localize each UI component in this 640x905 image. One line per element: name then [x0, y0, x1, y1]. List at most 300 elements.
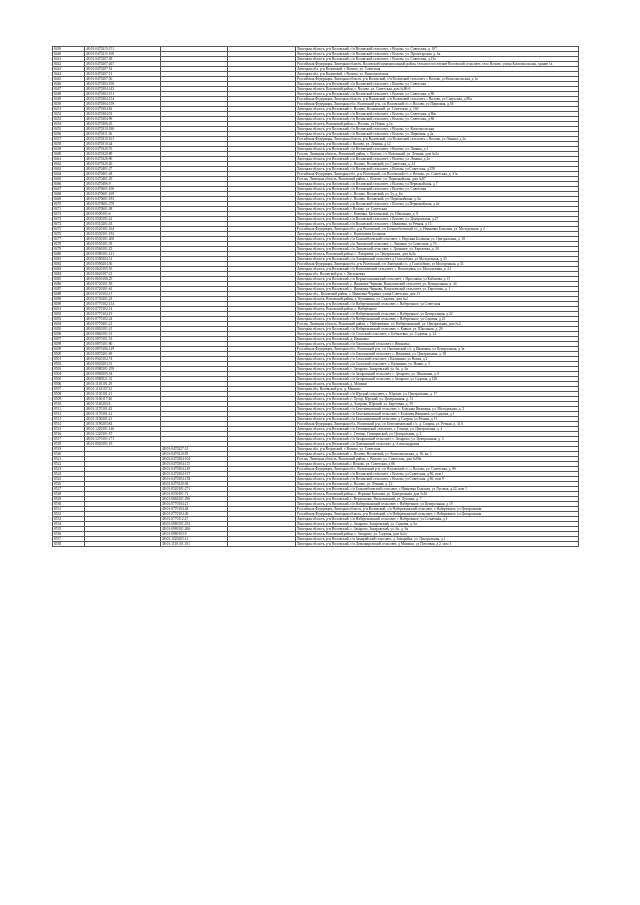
cadastral-number: 48:01:0770102:14: [85, 307, 161, 312]
address-cell: Липецкая область, р-н Воловский, с/п Воловский сельсовет, с Волово, ул. Ленина, д 2а: [296, 157, 579, 162]
row-number: 8484: [53, 272, 85, 277]
cadastral-number: 48:01:0650106:25: [85, 277, 161, 282]
row-number: 8450: [53, 102, 85, 107]
cadastral-number: 48:01:0770102:154: [85, 302, 161, 307]
row-number: 8506: [53, 382, 85, 387]
address-cell: Липецкая область, р-н Воловский, с/п Юрский сельсовет, с. Юрское, ул. Центральная, д. 17: [296, 392, 579, 397]
address-cell: Липецкая область, р-н Воловский, с. Волово, Воловский, ул. Комсомольская, д. 16, кв. 1: [296, 452, 579, 457]
cadastral-number: 48:01:0470320:26: [85, 162, 161, 167]
row-number: 8534: [53, 522, 85, 527]
linked-cadastral-number: 48:01:0470210:85: [161, 452, 228, 457]
linked-cadastral-number: 48:01:0520101:271: [161, 487, 228, 492]
row-number: 8496: [53, 332, 85, 337]
cadastral-number: 48:01:0530101:200: [85, 237, 161, 242]
address-cell: Липецкая область, р-н Воловский, с/п Воловский сельсовет, с Волово, ул. Первомая, д 2а: [296, 132, 579, 137]
cadastral-number: 48:01:1110101:29: [85, 382, 161, 387]
row-number: 8499: [53, 347, 85, 352]
cadastral-number: 48:01:0470310:44: [85, 142, 161, 147]
cadastral-number: 48:01:0470320:76: [85, 147, 161, 152]
address-cell: Липецкая область, р-н Воловский, с/п Большебоевский сельсовет, с Ивановка Большая, ул Луговая, д 22, пом 1: [296, 487, 579, 492]
cadastral-number: 48:01:1170201:12: [85, 412, 161, 417]
row-number: 8480: [53, 252, 85, 257]
cadastral-number: 48:01:0470215:151: [85, 47, 161, 52]
linked-cadastral-number: 48:01:0770104:21: [161, 502, 228, 507]
cadastral-number: 48:01:1190201:21: [85, 417, 161, 422]
row-number: 8513: [53, 417, 85, 422]
cadastral-number: 48:01:0470207:267: [85, 62, 161, 67]
row-number: 8456: [53, 132, 85, 137]
cadastral-number: 48:01:0470601:183: [85, 197, 161, 202]
cadastral-number: 48:01:0590204:36: [85, 262, 161, 267]
cadastral-number: 48:01:1220101:67: [85, 432, 161, 437]
address-cell: Липецкая область, р-н Воловский, с/п Воловский сельсовет, с Волово, ул. Ленина, д 2: [296, 147, 579, 152]
row-number: 8519: [53, 447, 85, 452]
row-number: 8455: [53, 127, 85, 132]
address-cell: Липецкая область, р-н Воловский, с. Ивановка-Чернава, Васильевский сельсовет, ул. Центральная, д. 44: [296, 282, 579, 287]
row-number: 8485: [53, 277, 85, 282]
row-number: 8463: [53, 167, 85, 172]
cadastral-number: 48:01:0860101:51: [85, 332, 161, 337]
row-number: 8476: [53, 232, 85, 237]
address-cell: Липецкая обл, Воловский р-н, д. Машино: [296, 387, 579, 392]
cadastral-number: 48:01:1110107:32: [85, 387, 161, 392]
row-number: 8502: [53, 362, 85, 367]
cadastral-number: 48:01:0920101:19: [85, 442, 161, 447]
row-number: 8452: [53, 112, 85, 117]
address-cell: Липецкая область, Воловский район, с. Набережное: [296, 307, 579, 312]
address-cell: Липецкая область, р-н Воловский, с/п Васильевский сельсовет, с. Васильевка, ул. Молодежная, д. 22: [296, 267, 579, 272]
cadastral-number: 48:01:0470601:38: [85, 207, 161, 212]
address-cell: Липецкая область, р-н Воловский, с. Захарово, Захаровский, ул. 6о, д. 6а: [296, 527, 579, 532]
cadastral-number: 48:01:0470306:45: [85, 122, 161, 127]
address-cell: Российская Федерация, Липецкая область, р-н Воловский, с/п Набережанский сельсовет, с Набережное, ул Центральная: [296, 507, 579, 512]
row-number: 8481: [53, 257, 85, 262]
row-number: 8448: [53, 92, 85, 97]
address-cell: Липецкая область, р-н Воловский, с/п Набережанский сельсовет, с Набережное, ул Советская: [296, 302, 579, 307]
row-number: 8471: [53, 207, 85, 212]
cadastral-number: 48:01:0470401:29: [85, 177, 161, 182]
cadastral-number: 48:01:0470304:100: [85, 82, 161, 87]
address-cell: Липецкая область, р-н Воловский, с/п Воловский сельсовет, с Волово, ул. Советская: [296, 82, 579, 87]
address-cell: Липецкая область, р-н Воловский, с. Захарово, Захаровский, ул. 6о, д. 6а: [296, 367, 579, 372]
address-cell: Липецкая область, р-н Воловский, с/п Воловский сельсовет, с Волово, ул. Советская, д.13а: [296, 57, 579, 62]
address-cell: Липецкая область, р-н Воловский, с/п Воловский сельсовет, с Волово, ул. Советская, д 86: [296, 117, 579, 122]
row-number: 8440: [53, 52, 85, 57]
row-number: 8507: [53, 387, 85, 392]
row-number: 8489: [53, 297, 85, 302]
address-cell: Россия, Липецкая область, Воловский район, с. Набережное, с/с Набережанский, ул. Центральная, дом №2: [296, 322, 579, 327]
address-cell: Россия, Липецкая область, Воловский район, с. Волово, с/с Воловский, ул. Ленина, дом №2а: [296, 152, 579, 157]
row-number: 8530: [53, 502, 85, 507]
row-number: 8516: [53, 432, 85, 437]
cadastral-number: 48:01:0470207:48: [85, 57, 161, 62]
cadastral-number: 48:01:0470601:169: [85, 192, 161, 197]
cadastral-number: 48:01:0580101:121: [85, 252, 161, 257]
row-number: 8525: [53, 477, 85, 482]
row-number: 8451: [53, 107, 85, 112]
row-number: 8521: [53, 457, 85, 462]
address-cell: Липецкая область, р-н Воловский, с. Ивановка-Чернава, Васильевский сельсовет, ул. Березовая, д. 1: [296, 287, 579, 292]
address-cell: Липецкая область, р-н Воловский, с/п Хмелинский сельсовет, д. Александровка: [296, 442, 579, 447]
address-cell: Липецкая область, р-н Воловский, с. Волово, Волковский, ул. Советская, д. 160: [296, 107, 579, 112]
address-cell: Липецкая область, р-н Воловский, с. Гатище, Гатищенский, ул. Центральная, д. 2: [296, 432, 579, 437]
row-number: 8464: [53, 172, 85, 177]
address-cell: Липецкая область, р-н Воловский, с Волово, ул. Ленина, д 12: [296, 142, 579, 147]
row-number: 8460: [53, 152, 85, 157]
row-number: 8477: [53, 237, 85, 242]
address-cell: Липецкая область, р-н Воловский, с/п Воловский сельсовет, с Волово, ул Первомайская, д 7: [296, 182, 579, 187]
cadastral-number: 48:01:0770102:24: [85, 317, 161, 322]
address-cell: Российская Федерация, Липецкая область, Воловский муниципальный район, сельское поселение Воловский сельсовет, село Волово, улица Комсомольская, здание 1а: [296, 62, 579, 67]
address-cell: Россия, Липецкая область, Воловский район, с. Волово, ул. Первомайская, дом №87: [296, 177, 579, 182]
linked-cadastral-number: 48:01:0470304:158: [161, 477, 228, 482]
cadastral-number: 48:01:0520101:164: [85, 227, 161, 232]
address-cell: Липецкая область, р-н Воловский, с/п Спасский сельсовет, с. Бобылевка, ул. Садовая, д. 22: [296, 332, 579, 337]
cadastral-number: 48:01:0470310:161: [85, 137, 161, 142]
address-cell: Липецкая область, р-н Воловский, с. Верхопольe, Васильевский, ул. Луговая, д. 7: [296, 497, 579, 502]
linked-cadastral-number: 48:01:1110101:101: [161, 542, 228, 547]
address-cell: Российская Федерация, Липецкая область, р-н Воловский, с/п Набережанский сельсовет, с Набережное, ул Центральная: [296, 512, 579, 517]
address-cell: Липецкая обл, р-н Воловский, с Волово, ул. Комсомольская: [296, 72, 579, 77]
row-number: 8529: [53, 497, 85, 502]
cadastral-number: 48:01:0870106:129: [85, 347, 161, 352]
address-cell: Липецкая область, р-н Воловский, с/п Замарайский сельсовет, д. Замарайка, ул. Центральная, д.1: [296, 537, 579, 542]
row-number: 8533: [53, 517, 85, 522]
cadastral-number: 48:01:0580304:31: [85, 257, 161, 262]
address-cell: Липецкая область, р-н Воловский, с. Хутор, Юрский, ул. Центральная, д. 31: [296, 397, 579, 402]
address-cell: Липецкая обл., Воловский район, с. Ивановка-Чернава, улица Советская, дом 13: [296, 292, 579, 297]
cadastral-number: 48:01:0470601:100: [85, 187, 161, 192]
row-number: 8508: [53, 392, 85, 397]
address-cell: Липецкая область, р-н Воловский, с Волово, ул. Советская: [296, 207, 579, 212]
address-cell: Липецкая область, р-н Воловский, с/п Воловский сельсовет, с Волово, ул. Центральная, д 27: [296, 217, 579, 222]
linked-cadastral-number: 48:01:0980103:9: [161, 532, 228, 537]
cadastral-number: 48:01:0470601:278: [85, 202, 161, 207]
linked-cadastral-number: 48:01:0770104:49: [161, 512, 228, 517]
row-number: 8514: [53, 422, 85, 427]
row-number: 8522: [53, 462, 85, 467]
address-cell: Липецкая обл, Воловский р-н, с. Васильевка: [296, 272, 579, 277]
address-cell: Липецкая область, р-н Воловский, с/п Набережанский сельсовет, с Набережное, ул Садовая, д 25: [296, 317, 579, 322]
address-cell: Липецкая область, р-н Воловский, с/п Набережанский сельсовет, с Набережное, ул Центральная, д 22: [296, 312, 579, 317]
linked-cadastral-number: 48:01:0470304:104: [161, 457, 228, 462]
cadastral-number: 48:01:0980521:31: [85, 377, 161, 382]
row-number: 8468: [53, 192, 85, 197]
cadastral-number: 48:01:0470215:100: [85, 52, 161, 57]
address-cell: Липецкая область, р-н Воловский, с. Волово, Воловский, ул. Первомайская, д. 6а: [296, 197, 579, 202]
address-cell: Липецкая область, Воловский район, с. Лазаревка, ул. Центральная, дом №3а: [296, 252, 579, 257]
address-cell: Российская Федерация, Липецкая обл., Воловский р-н, с/п Бехелменовский с/с, д. Сапрон, ул. Речная, д. 31А: [296, 422, 579, 427]
row-number: 8537: [53, 537, 85, 542]
row-number: 8510: [53, 402, 85, 407]
address-cell: Липецкая область, р-н Воловский, с/п Набережанский сельсовет, с. Кавказ, ул. Школьная, д. 26: [296, 327, 579, 332]
row-number: 8497: [53, 337, 85, 342]
row-number: 8491: [53, 307, 85, 312]
row-number: 8504: [53, 372, 85, 377]
address-cell: Российская Федерация, Липецкая обл., р-н Воловский, с/п Большебоевский с/с, д. Ивановка Большая, ул. Молодежная, д 2: [296, 227, 579, 232]
row-number: 8453: [53, 117, 85, 122]
address-cell: Липецкая область, р-н Воловский, с. Каменка, Баталинский, ул. Школьная, д. 9: [296, 212, 579, 217]
address-cell: Липецкая область, р-н Воловский, с/п Липовский сельсовет, с. Липовка, ул Советская, д 76: [296, 242, 579, 247]
address-cell: Российская Федерация, Липецкая обл., Воловский р-н, с/п Воловский с/с, с Волово, ул. Советская, д. 86: [296, 467, 579, 472]
registry-table: [52, 46, 579, 547]
linked-cadastral-number: 48:01:0470304:115: [161, 462, 228, 467]
row-number: 8532: [53, 512, 85, 517]
address-cell: Липецкая область, р-н Воловский, с. Волово, Воловский, ул. 5у, д. 6а: [296, 192, 579, 197]
address-cell: Липецкая область, р-н Воловский, с/п Верхнеольшанский сельсовет, с Ярославка, ул Кабанова, д 15: [296, 277, 579, 282]
row-number: 8442: [53, 62, 85, 67]
row-number: 8443: [53, 67, 85, 72]
cadastral-number: 48:01:0620105:55: [85, 267, 161, 272]
cadastral-number: 48:01:0470311:36: [85, 132, 161, 137]
cadastral-number: 48:01:0500101:6: [85, 212, 161, 217]
cadastral-number: 48:01:0980101:259: [85, 367, 161, 372]
address-cell: Российская Федерация, Липецкая область, р-н Воловский, с/п Воловский сельсовет, с Волово, ул Советская, д 80а: [296, 97, 579, 102]
address-cell: Липецкая область, р-н Воловский, с. Волово, ул. Ленина, д. 12: [296, 482, 579, 487]
address-cell: Липецкая область, р-н Воловский, с/п Воловский сельсовет, с Волово, ул. Пролетарская, д. 6а: [296, 52, 579, 57]
row-number: 8469: [53, 197, 85, 202]
address-cell: Липецкая область, р-н Воловский, с/п Набережанский сельсовет, с Набережное, ул Солнечная, д 1: [296, 517, 579, 522]
cadastral-number: 48:01:0530101:192: [85, 232, 161, 237]
row-number: 8473: [53, 217, 85, 222]
address-cell: Липецкая область, Воловский район, с. Захарово, ул. Садовая, дом №2а: [296, 532, 579, 537]
linked-cadastral-number: 48:01:0660101:296: [161, 497, 228, 502]
row-number: 8524: [53, 472, 85, 477]
row-number: 8515: [53, 427, 85, 432]
row-number: 8500: [53, 352, 85, 357]
row-number: 8518: [53, 442, 85, 447]
linked-cadastral-number: 48:01:0980101:252: [161, 522, 228, 527]
address-cell: Липецкая область, р-н Воловский, с. Захарово, Захаровский, ул. Садовая, д. 6а: [296, 522, 579, 527]
row-number: 8511: [53, 407, 85, 412]
cadastral-number: 48:01:0920203:51: [85, 362, 161, 367]
linked-cadastral-number: 48:01:0770104:48: [161, 507, 228, 512]
row-number: 8454: [53, 122, 85, 127]
address-cell: Российская Федерация, Липецкая область, р-н Воловский, с/п Воловский сельсовет, с Волово, ул Комсомольская, д 1а: [296, 77, 579, 82]
address-cell: Россия, Липецкая область, Воловский район, с. Волово, ул. Советская, дом №80а: [296, 457, 579, 462]
linked-cadastral-number: 48:01:0470304:149: [161, 467, 228, 472]
cadastral-number: 48:01:0470401:28: [85, 172, 161, 177]
cadastral-number: 48:01:1150101:21: [85, 392, 161, 397]
cadastral-number: 48:01:0560101:25: [85, 247, 161, 252]
cadastral-number: 48:01:1190203:84: [85, 422, 161, 427]
linked-cadastral-number: 48:01:1020205:12: [161, 537, 228, 542]
row-number: 8458: [53, 142, 85, 147]
row-number: 8517: [53, 437, 85, 442]
cadastral-number: 48:01:0470401:27: [85, 167, 161, 172]
row-number: 8501: [53, 357, 85, 362]
row-number: 8505: [53, 377, 85, 382]
cadastral-number: [85, 542, 161, 547]
address-cell: Липецкая область, р-н Воловский, с/п Бехелменовский сельсовет, д Сапрон, ул Речная, д 31: [296, 417, 579, 422]
linked-cadastral-number: 48:01:0470227:51: [161, 447, 228, 452]
row-number: 8495: [53, 327, 85, 332]
cadastral-number: 48:01:0470304:154: [85, 97, 161, 102]
cadastral-number: 48:01:0920102:74: [85, 357, 161, 362]
row-number: 8467: [53, 187, 85, 192]
cadastral-number: 48:01:0770401:21: [85, 322, 161, 327]
row-number: 8488: [53, 292, 85, 297]
address-cell: Липецкая область, р-н Воловский, с/п Липовский сельсовет, с. Гремячее, ул. Березовая, д. 30: [296, 247, 579, 252]
linked-cadastral-number: 48:01:0530101:71: [161, 492, 228, 497]
address-cell: Липецкая область, р-н Воловский, с/п Воловский сельсовет, с Волово, ул. Советская, д. 107: [296, 47, 579, 52]
row-number: 8447: [53, 87, 85, 92]
address-cell: Липецкая область, р-н Воловский, д. Хитрово, Юрский, ул. Береговая, д. 39: [296, 402, 579, 407]
address-cell: Липецкая область, р-н Воловский, с/п Бехелменовский сельсовет, с. Большая Ивановка, ул. Молодежная, д. 2: [296, 407, 579, 412]
cadastral-number: 48:01:0470304:82: [85, 107, 161, 112]
row-number: 8479: [53, 247, 85, 252]
cadastral-number: 48:01:0980505:54: [85, 372, 161, 377]
row-number: 8441: [53, 57, 85, 62]
cadastral-number: 48:01:1160117:40: [85, 397, 161, 402]
address-cell: Липецкая область, р-н Воловский, с/п Спасский сельсовет, с. Калинино, ул. Новая, д. 5: [296, 362, 579, 367]
row-number: 8459: [53, 147, 85, 152]
row-number: 8498: [53, 342, 85, 347]
cadastral-number: 48:01:1170101:43: [85, 407, 161, 412]
address-cell: Липецкая область, р-н Воловский, с/п Лазаревский сельсовет, д Гололобово, ул Молодежная, д 33: [296, 257, 579, 262]
row-number: 8512: [53, 412, 85, 417]
cadastral-number: 48:01:0510201:43: [85, 222, 161, 227]
cadastral-number: 48:01:0730201:23: [85, 297, 161, 302]
address-cell: Российская Федерация, Липецкая обл., Воловский р-н, с/п Воловский с/с, с Волово, ул Первомая, д 58: [296, 102, 579, 107]
address-cell: Липецкая область, р-н Воловский, д. Машино: [296, 382, 579, 387]
row-number: 8439: [53, 47, 85, 52]
address-cell: Липецкая область, р-н Воловский, с/п Воловский сельсовет, с Волово, ул Советская, д 259: [296, 167, 579, 172]
cadastral-number: 48:01:0470304:143: [85, 87, 161, 92]
row-number: 8528: [53, 492, 85, 497]
cadastral-number: 48:01:0470304:151: [85, 92, 161, 97]
row-number: 8465: [53, 177, 85, 182]
table-row: [53, 542, 579, 547]
row-number: 8493: [53, 317, 85, 322]
cadastral-number: 48:01:0470207:51: [85, 72, 161, 77]
address-cell: Липецкая область, р-н Воловский, с. Волово, Воловский, ул. Советская, д. 24: [296, 162, 579, 167]
address-cell: Липецкая область, р-н Воловский, с/п Спасский сельсовет, с Калинино, ул Новая, д 2: [296, 357, 579, 362]
address-cell: Липецкая область, р-н Воловский, с Волово, ул. Советская, д 86: [296, 462, 579, 467]
cadastral-number: 48:01:0470406:9: [85, 182, 161, 187]
row-number: 8526: [53, 482, 85, 487]
cadastral-number: 48:01:0870101:53: [85, 337, 161, 342]
row-number: 8487: [53, 287, 85, 292]
cadastral-number: 48:01:0470304:159: [85, 102, 161, 107]
address-cell: Липецкая область, р-н Воловский, с. Васильевка Большая: [296, 232, 579, 237]
linked-cadastral-number: 48:01:0980101:266: [161, 527, 228, 532]
row-number: 8536: [53, 532, 85, 537]
row-number: 8462: [53, 162, 85, 167]
cadastral-number: 48:01:0470310:186: [85, 127, 161, 132]
linked-cadastral-number: 48:01:0470320:92: [161, 482, 228, 487]
extra-column: [228, 542, 296, 547]
address-cell: Липецкая область, р-н Воловский, с/п Воловский сельсовет, с Волово, ул. Комсомольская: [296, 127, 579, 132]
address-cell: Липецкая область, р-н Воловский, с/п Гатищенский сельсовет, с. Гатище, ул. Центральная, д. 4: [296, 427, 579, 432]
address-cell: Российская Федерация, Липецкая обл., Воловский р-н, с/п Ожогинский с/с, д Ивановка, ул Центральная, д 3а: [296, 347, 579, 352]
address-cell: Липецкая область, Воловский район, с. Волово, ул.Новая, д.1а: [296, 122, 579, 127]
row-number: 8446: [53, 82, 85, 87]
cadastral-number: 48:01:0620107:21: [85, 272, 161, 277]
row-number: 8482: [53, 262, 85, 267]
cadastral-number: 48:01:0770104:19: [85, 312, 161, 317]
row-number: 8445: [53, 77, 85, 82]
cadastral-number: 48:01:0470320:89: [85, 152, 161, 157]
row-number: 8503: [53, 367, 85, 372]
address-cell: Липецкая область, р-н Воловский, с/п Воловский сельсовет, с Волово, ул Советская, д 86, пом 9: [296, 477, 579, 482]
row-number: 8461: [53, 157, 85, 162]
address-cell: Липецкая область, р-н Воловский, с/п Ожогинский сельсовет, с Ивановка: [296, 342, 579, 347]
row-number: 8531: [53, 507, 85, 512]
cadastral-number: 48:01:0720101:59: [85, 282, 161, 287]
address-cell: Липецкая область, р-н Воловский, с/п Воловский сельсовет, с Волово, ул. Советская, д 86в: [296, 112, 579, 117]
row-number: 8523: [53, 467, 85, 472]
cadastral-number: 48:01:0470207:52: [85, 67, 161, 72]
row-number: 8538: [53, 542, 85, 547]
cadastral-number: 48:01:0470304:99: [85, 117, 161, 122]
row-number: 8470: [53, 202, 85, 207]
row-number: 8444: [53, 72, 85, 77]
registry-rows: [53, 47, 579, 547]
row-number: 8472: [53, 212, 85, 217]
cadastral-number: 48:01:1220101:146: [85, 427, 161, 432]
cadastral-number: 48:01:0720101:61: [85, 287, 161, 292]
row-number: 8474: [53, 222, 85, 227]
cadastral-number: 48:01:1160203:6: [85, 402, 161, 407]
linked-cadastral-number: 48:01:0470304:157: [161, 472, 228, 477]
address-cell: Российская Федерация, Липецкая обл., р-н Воловский, с/п Воловский с/с, с Волово, ул. Советская, д. 31а: [296, 172, 579, 177]
address-cell: Липецкая область, р-н Воловский, с/п Набережанский сельсовет, с Набережное, ул Центральная, д 19: [296, 502, 579, 507]
cadastral-number: 48:01:0870101:80: [85, 342, 161, 347]
cadastral-number: 48:01:0720102:13: [85, 292, 161, 297]
address-cell: Российская Федерация, Липецкая область, р-н Воловский, с/п Воловский сельсовет, с Волово, ул Ленина, д 2а: [296, 137, 579, 142]
address-cell: Липецкая область, р-н Воловский, с/п Захаровский сельсовет, с. Захарово, ул. Школьная, д. 8: [296, 372, 579, 377]
row-number: 8457: [53, 137, 85, 142]
row-number: 8449: [53, 97, 85, 102]
row-number: 8527: [53, 487, 85, 492]
row-number: 8475: [53, 227, 85, 232]
address-cell: Липецкая область, р-н Воловский, с/п Воловский сельсовет, с Волово, ул. Советская, д 80: [296, 92, 579, 97]
row-number: 8509: [53, 397, 85, 402]
cadastral-number: 48:01:0500101:41: [85, 217, 161, 222]
row-number: 8494: [53, 322, 85, 327]
address-cell: Липецкая область, р-н Воловский, с/п Захаровский сельсовет, с. Захарово, ул. Центральная, д. 3: [296, 437, 579, 442]
linked-cadastral-number: 48:01:0770112:27: [161, 517, 228, 522]
address-cell: Липецкая область, Воловский район, с. Верхняя Большая, ул. Центральная, дом №16: [296, 492, 579, 497]
address-cell: Липецкая область, р-н Воловский, с/п Ожогинский сельсовет, с. Ивановка, ул. Центральная, д. 38: [296, 352, 579, 357]
address-cell: Российская Федерация, Липецкая обл., р-н Воловский, с/п Липецкий с/с, д Гололобово, ул Молодежная, д 33: [296, 262, 579, 267]
address-cell: Липецкая область, р-н Воловский, д. Ивановка: [296, 337, 579, 342]
address-cell: Липецкая область, Воловский район, д. Кузьминка, ул. Садовая, дом №2: [296, 297, 579, 302]
row-number: 8486: [53, 282, 85, 287]
address-cell: Липецкая область, Воловский район, с. Волово, ул. Советская, дом №86-б: [296, 87, 579, 92]
row-number: 8466: [53, 182, 85, 187]
row-number: 8490: [53, 302, 85, 307]
cadastral-number: 48:01:0470320:90: [85, 157, 161, 162]
row-number: 8492: [53, 312, 85, 317]
cadastral-number: 48:01:0870201:69: [85, 352, 161, 357]
address-cell: Липецкая область, р-н Воловский, с/п Воловский сельсовет, с Ивановка, ул Речная, д 15: [296, 222, 579, 227]
address-cell: Липецкая область, р-н Воловский, с/п Воловский сельсовет, с Волово, ул. Советская: [296, 187, 579, 192]
address-cell: Липецкая обл, р-н Воловский, с Волово, ул. Советская: [296, 67, 579, 72]
address-cell: Липецкая область, р-н Воловский, с/п Большебоевский сельсовет, с. Верхняя Большая, ул. Центральная, д. 18: [296, 237, 579, 242]
row-number: 8478: [53, 242, 85, 247]
row-number: 8483: [53, 267, 85, 272]
row-number: 8535: [53, 527, 85, 532]
address-cell: Липецкая область, р-н Воловский, с/п Воловский сельсовет, с Волово, ул Советская, д 86, пом 1: [296, 472, 579, 477]
cadastral-number: 48:01:0550101:35: [85, 242, 161, 247]
cadastral-number: 48:01:0470304:91: [85, 112, 161, 117]
row-number: 8520: [53, 452, 85, 457]
address-cell: Липецкая обл, р-н Воловский, с Волово, ул. Советская: [296, 447, 579, 452]
address-cell: Липецкая область, р-н Воловский, с/п Доможировский сельсовет, д Машино, ул Почтовая, д 2, пом 1: [296, 542, 579, 547]
cadastral-number: 48:01:0470207:56: [85, 77, 161, 82]
